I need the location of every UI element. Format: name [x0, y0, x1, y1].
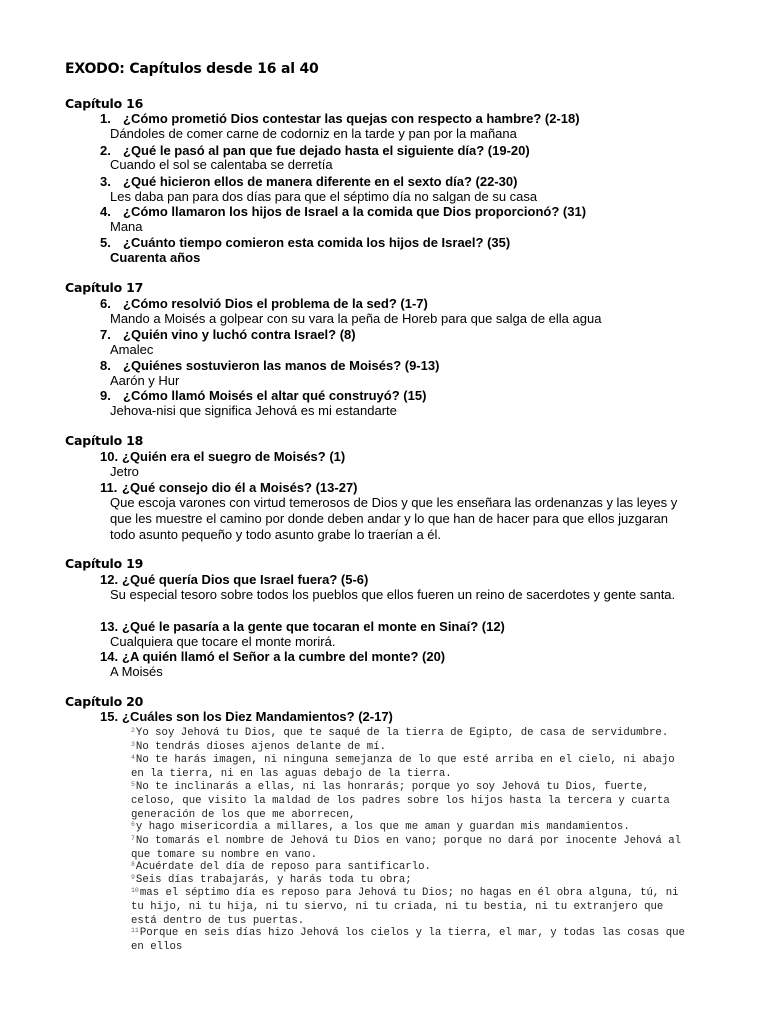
question-text: ¿Qué le pasó al pan que fue dejado hasta el siguiente día? (19-20)	[123, 143, 530, 158]
chapter-heading: Capítulo 17	[65, 280, 144, 295]
question	[100, 619, 505, 634]
answer: Amalec	[110, 342, 154, 357]
verse-text: No te inclinarás a ellas, ni las honrarás; porque yo soy Jehová tu Dios, fuerte, celoso, que visito la maldad de los padres sobre los hijos hasta la tercera y cuarta generación de los que me aborrecen,	[131, 781, 670, 821]
question	[100, 296, 428, 311]
verse-text: y hago misericordia a millares, a los que me aman y guardan mis mandamientos.	[135, 821, 630, 833]
question-number: 13.	[100, 619, 119, 634]
question	[100, 649, 445, 664]
question	[100, 235, 510, 250]
verse-number: 5	[131, 781, 135, 788]
question-number: 11.	[100, 480, 118, 495]
question-text: ¿Qué quería Dios que Israel fuera? (5-6)	[122, 572, 369, 587]
question-text: ¿Quiénes sostuvieron las manos de Moisés? (9-13)	[123, 358, 440, 373]
verse-text: Porque en seis días hizo Jehová los cielos y la tierra, el mar, y todas las cosas que en ellos	[131, 927, 685, 953]
verse-number: 8	[131, 861, 135, 868]
verse	[131, 924, 691, 954]
question-text: ¿Cuáles son los Diez Mandamientos? (2-17)	[122, 709, 393, 724]
question-number: 8.	[100, 358, 111, 373]
verse-text: Seis días trabajarás, y harás toda tu obra;	[135, 874, 412, 886]
verse-number: 10	[131, 887, 139, 894]
verse-number: 4	[131, 754, 135, 761]
verse-text: mas el séptimo día es reposo para Jehová tu Dios; no hagas en él obra alguna, tú, ni tu hijo, ni tu hija, ni tu siervo, ni tu criada, ni tu bestia, ni tu extranjero que está dentro de tus puertas.	[131, 887, 679, 927]
question-text: ¿A quién llamó el Señor a la cumbre del monte? (20)	[122, 649, 446, 664]
question-text: ¿Cómo resolvió Dios el problema de la sed? (1-7)	[123, 296, 428, 311]
answer: Jehova-nisi que significa Jehová es mi estandarte	[110, 403, 397, 418]
question-number: 15.	[100, 709, 119, 724]
answer: A Moisés	[110, 664, 163, 679]
chapter-heading: Capítulo 19	[65, 556, 144, 571]
question-text: ¿Cómo llamó Moisés el altar qué construyó? (15)	[123, 388, 427, 403]
question	[100, 572, 368, 587]
question-text: ¿Qué consejo dio él a Moisés? (13-27)	[122, 480, 358, 495]
verse	[131, 884, 691, 928]
question-text: ¿Cómo prometió Dios contestar las quejas con respecto a hambre? (2-18)	[123, 111, 580, 126]
question	[100, 327, 356, 342]
answer: Dándoles de comer carne de codorniz en la tarde y pan por la mañana	[110, 126, 517, 141]
question	[100, 204, 586, 219]
answer: Cuarenta años	[110, 250, 201, 265]
answer: Jetro	[110, 464, 139, 479]
answer: Aarón y Hur	[110, 373, 180, 388]
verse-number: 11	[131, 927, 139, 934]
question	[100, 449, 345, 464]
question	[100, 174, 517, 189]
question	[100, 480, 358, 495]
question-number: 3.	[100, 174, 111, 189]
question-number: 6.	[100, 296, 111, 311]
question-text: ¿Cómo llamaron los hijos de Israel a la comida que Dios proporcionó? (31)	[123, 204, 587, 219]
question-number: 14.	[100, 649, 119, 664]
verse-text: No tendrás dioses ajenos delante de mí.	[135, 741, 387, 753]
question	[100, 709, 393, 724]
answer: Que escoja varones con virtud temerosos de Dios y que les enseñara las ordenanzas y las leyes y que les muestre el camino por donde deben andar y lo que han de hacer para que ellos juzgaran todo asunto pequeño y todo asunto grabe lo traerían a él.	[110, 495, 678, 542]
chapter-heading: Capítulo 20	[65, 694, 144, 709]
answer: Cualquiera que tocare el monte morirá.	[110, 634, 336, 649]
answer: Les daba pan para dos días para que el séptimo día no salgan de su casa	[110, 189, 538, 204]
answer: Mana	[110, 219, 143, 234]
verse	[131, 751, 691, 781]
chapter-heading: Capítulo 18	[65, 433, 144, 448]
question	[100, 358, 439, 373]
question-number: 10.	[100, 449, 119, 464]
question-number: 1.	[100, 111, 111, 126]
question-text: ¿Quién vino y luchó contra Israel? (8)	[123, 327, 356, 342]
verse-text: Acuérdate del día de reposo para santificarlo.	[135, 861, 431, 873]
answer: Su especial tesoro sobre todos los pueblos que ellos fueren un reino de sacerdotes y gente santa.	[110, 587, 676, 602]
verse-number: 3	[131, 741, 135, 748]
verse-number: 7	[131, 835, 135, 842]
question-number: 9.	[100, 388, 111, 403]
verse-number: 9	[131, 874, 135, 881]
question-text: ¿Qué le pasaría a la gente que tocaran el monte en Sinaí? (12)	[122, 619, 505, 634]
verse-text: No te harás imagen, ni ninguna semejanza de lo que esté arriba en el cielo, ni abajo en la tierra, ni en las aguas debajo de la tierra.	[131, 754, 675, 780]
verse	[131, 778, 691, 822]
question	[100, 111, 580, 126]
question	[100, 388, 426, 403]
verse-number: 2	[131, 727, 135, 734]
verse-text: No tomarás el nombre de Jehová tu Dios en vano; porque no dará por inocente Jehová al que tomare su nombre en vano.	[131, 835, 682, 861]
chapter-heading: Capítulo 16	[65, 96, 144, 111]
question-number: 12.	[100, 572, 119, 587]
question-text: ¿Cuánto tiempo comieron esta comida los hijos de Israel? (35)	[123, 235, 511, 250]
question	[100, 143, 530, 158]
question-number: 4.	[100, 204, 111, 219]
question-number: 5.	[100, 235, 111, 250]
question-text: ¿Qué hicieron ellos de manera diferente en el sexto día? (22-30)	[123, 174, 518, 189]
answer: Cuando el sol se calentaba se derretía	[110, 157, 333, 172]
answer: Mando a Moisés a golpear con su vara la peña de Horeb para que salga de ella agua	[110, 311, 602, 326]
document-title: EXODO: Capítulos desde 16 al 40	[65, 61, 319, 77]
question-text: ¿Quién era el suegro de Moisés? (1)	[122, 449, 346, 464]
verse-text: Yo soy Jehová tu Dios, que te saqué de la tierra de Egipto, de casa de servidumbre.	[135, 727, 669, 739]
verse-number: 6	[131, 821, 135, 828]
question-number: 2.	[100, 143, 111, 158]
question-number: 7.	[100, 327, 111, 342]
